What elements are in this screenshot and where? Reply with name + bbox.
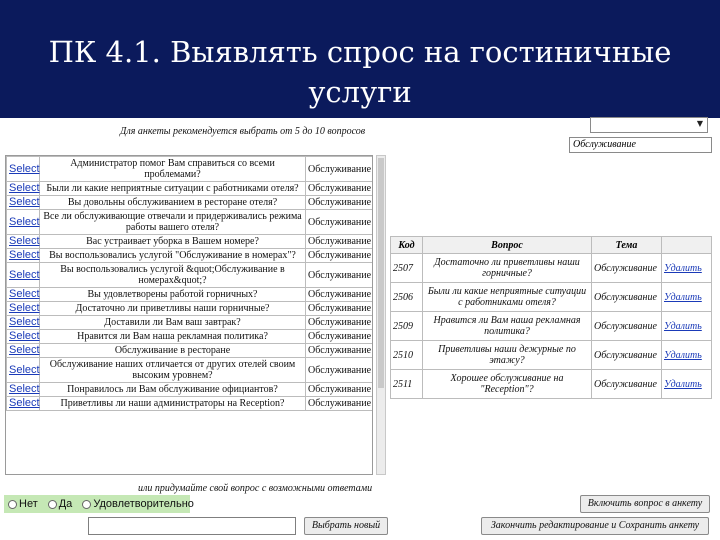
code-cell: 2510 — [391, 341, 423, 370]
select-link[interactable]: Select — [7, 249, 40, 263]
category-cell: Обслуживание — [306, 358, 374, 383]
radio-icon[interactable] — [8, 500, 17, 509]
table-row — [7, 210, 374, 235]
select-link[interactable]: Select — [7, 196, 40, 210]
answer-option-no[interactable] — [8, 498, 38, 510]
category-cell: Обслуживание — [306, 235, 374, 249]
questions-table — [5, 155, 373, 475]
slide-title — [0, 32, 720, 112]
table-row — [391, 254, 712, 283]
title-line-2: услуги — [308, 75, 412, 109]
choose-new-button[interactable]: Выбрать новый — [304, 517, 388, 535]
category-cell: Обслуживание — [306, 302, 374, 316]
question-cell: Достаточно ли приветливы наши горничные? — [423, 254, 592, 283]
category-cell: Обслуживание — [306, 182, 374, 196]
table-row — [7, 358, 374, 383]
table-header-row — [391, 237, 712, 254]
question-cell: Хорошее обслуживание на "Reception"? — [423, 370, 592, 399]
category-cell: Обслуживание — [306, 383, 374, 397]
question-cell: Вы воспользовались услугой "Обслуживание в номерах"? — [40, 249, 306, 263]
table-row — [391, 283, 712, 312]
chevron-down-icon[interactable]: ▼ — [696, 119, 703, 128]
select-link[interactable]: Select — [7, 344, 40, 358]
category-cell: Обслуживание — [306, 263, 374, 288]
title-line-1: ПК 4.1. Выявлять спрос на гостиничные — [48, 35, 672, 69]
delete-link[interactable]: Удалить — [662, 283, 712, 312]
answer-label-satisfactory: Удовлетворительно — [93, 498, 194, 510]
code-cell: 2506 — [391, 283, 423, 312]
table-row — [7, 397, 374, 411]
question-cell: Вы довольны обслуживанием в ресторане отеля? — [40, 196, 306, 210]
category-cell: Обслуживание — [306, 344, 374, 358]
survey-select[interactable] — [590, 117, 708, 133]
select-link[interactable]: Select — [7, 288, 40, 302]
table-row — [391, 370, 712, 399]
delete-link[interactable]: Удалить — [662, 312, 712, 341]
question-cell: Администратор помог Вам справиться со всеми проблемами? — [40, 157, 306, 182]
category-cell: Обслуживание — [306, 316, 374, 330]
table-row — [7, 157, 374, 182]
question-cell: Вы удовлетворены работой горничных? — [40, 288, 306, 302]
table-row — [7, 302, 374, 316]
answer-options — [4, 495, 194, 513]
select-link[interactable]: Select — [7, 210, 40, 235]
question-cell: Были ли какие неприятные ситуации с работниками отеля? — [40, 182, 306, 196]
select-link[interactable]: Select — [7, 397, 40, 411]
table-row — [7, 196, 374, 210]
new-question-input[interactable] — [88, 517, 296, 535]
questions-hint: Для анкеты рекомендуется выбрать от 5 до 10 вопросов — [120, 126, 366, 137]
select-link[interactable]: Select — [7, 316, 40, 330]
selected-questions-table — [390, 236, 712, 399]
question-cell: Приветливы ли наши администраторы на Reception? — [40, 397, 306, 411]
table-row — [7, 249, 374, 263]
question-cell: Приветливы наши дежурные по этажу? — [423, 341, 592, 370]
category-cell: Обслуживание — [306, 157, 374, 182]
category-filter-input[interactable]: Обслуживание — [569, 137, 712, 153]
column-header-question: Вопрос — [423, 237, 592, 254]
select-link[interactable]: Select — [7, 182, 40, 196]
question-cell: Нравится ли Вам наша рекламная политика? — [40, 330, 306, 344]
topic-cell: Обслуживание — [592, 370, 662, 399]
topic-cell: Обслуживание — [592, 283, 662, 312]
add-to-survey-button[interactable]: Включить вопрос в анкету — [580, 495, 710, 513]
table-row — [391, 341, 712, 370]
questions-scrollbar[interactable] — [376, 155, 386, 475]
category-cell: Обслуживание — [306, 330, 374, 344]
question-cell: Вы воспользовались услугой &quot;Обслуживание в номерах&quot;? — [40, 263, 306, 288]
select-link[interactable]: Select — [7, 330, 40, 344]
category-cell: Обслуживание — [306, 196, 374, 210]
answer-option-satisfactory[interactable] — [82, 498, 194, 510]
topic-cell: Обслуживание — [592, 341, 662, 370]
finish-and-save-button[interactable]: Закончить редактирование и Сохранить анкету — [481, 517, 709, 535]
topic-cell: Обслуживание — [592, 312, 662, 341]
select-link[interactable]: Select — [7, 302, 40, 316]
question-cell: Достаточно ли приветливы наши горничные? — [40, 302, 306, 316]
select-link[interactable]: Select — [7, 383, 40, 397]
table-row — [7, 235, 374, 249]
table-row — [7, 330, 374, 344]
question-cell: Обслуживание в ресторане — [40, 344, 306, 358]
column-header-action — [662, 237, 712, 254]
code-cell: 2511 — [391, 370, 423, 399]
question-cell: Понравилось ли Вам обслуживание официантов? — [40, 383, 306, 397]
scrollbar-thumb[interactable] — [378, 158, 384, 388]
answer-label-no: Нет — [19, 498, 38, 510]
question-cell: Были ли какие неприятные ситуации с работниками отеля? — [423, 283, 592, 312]
column-header-code: Код — [391, 237, 423, 254]
table-row — [7, 383, 374, 397]
radio-icon[interactable] — [48, 500, 57, 509]
table-row — [391, 312, 712, 341]
code-cell: 2509 — [391, 312, 423, 341]
answer-option-yes[interactable] — [48, 498, 73, 510]
question-cell: Доставили ли Вам ваш завтрак? — [40, 316, 306, 330]
category-cell: Обслуживание — [306, 249, 374, 263]
delete-link[interactable]: Удалить — [662, 341, 712, 370]
table-row — [7, 182, 374, 196]
delete-link[interactable]: Удалить — [662, 254, 712, 283]
select-link[interactable]: Select — [7, 358, 40, 383]
select-link[interactable]: Select — [7, 157, 40, 182]
table-row — [7, 288, 374, 302]
radio-icon[interactable] — [82, 500, 91, 509]
delete-link[interactable]: Удалить — [662, 370, 712, 399]
table-row — [7, 316, 374, 330]
question-cell: Все ли обслуживающие отвечали и придерживались режима работы вашего отеля? — [40, 210, 306, 235]
category-cell: Обслуживание — [306, 397, 374, 411]
select-link[interactable]: Select — [7, 235, 40, 249]
question-cell: Вас устраивает уборка в Вашем номере? — [40, 235, 306, 249]
topic-cell: Обслуживание — [592, 254, 662, 283]
category-cell: Обслуживание — [306, 210, 374, 235]
question-cell: Обслуживание наших отличается от других отелей своим высоким уровнем? — [40, 358, 306, 383]
table-row — [7, 263, 374, 288]
custom-question-hint: или придумайте свой вопрос с возможными ответами — [138, 483, 373, 494]
question-cell: Нравится ли Вам наша рекламная политика? — [423, 312, 592, 341]
category-cell: Обслуживание — [306, 288, 374, 302]
select-link[interactable]: Select — [7, 263, 40, 288]
code-cell: 2507 — [391, 254, 423, 283]
table-row — [7, 344, 374, 358]
column-header-topic: Тема — [592, 237, 662, 254]
answer-label-yes: Да — [58, 498, 73, 510]
